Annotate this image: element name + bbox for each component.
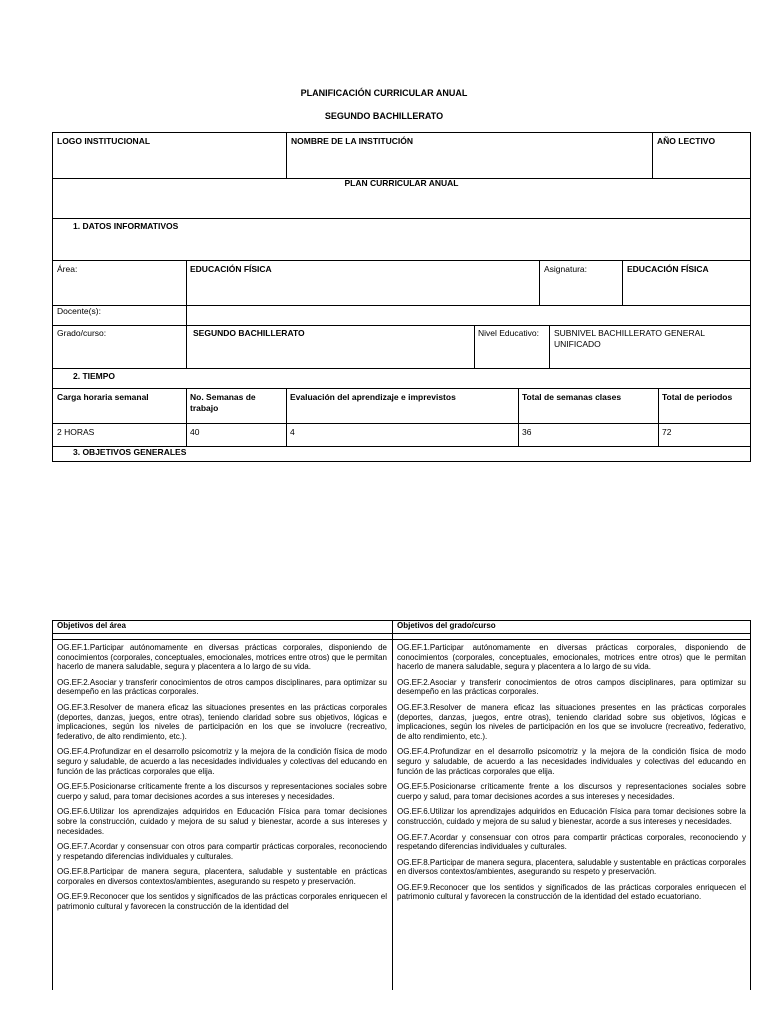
section-1-title: 1. DATOS INFORMATIVOS bbox=[73, 221, 179, 231]
document-title: PLANIFICACIÓN CURRICULAR ANUAL bbox=[300, 88, 468, 98]
grade-objective-6: OG.EF.6.Utilizar los aprendizajes adquiridos en Educación Física para tomar decisiones sobre la construcción, cuidado y mejora de su salud y bienestar, acorde a sus intereses y necesidades. bbox=[397, 807, 746, 826]
grade-objective-9: OG.EF.9.Reconocer que los sentidos y significados de las prácticas corporales enriquecen el patrimonio cultural y favorecen la construcción de la identidad del estado ecuatoriano. bbox=[397, 882, 746, 902]
objectives-grade-header: Objetivos del grado/curso bbox=[397, 621, 496, 630]
area-label: Área: bbox=[57, 264, 78, 274]
area-objective-6: OG.EF.6.Utilizar los aprendizajes adquiridos en Educación Física para tomar decisiones sobre la construcción, cuidado y mejora de su salud y bienestar, acorde a sus intereses y necesidades. bbox=[57, 807, 387, 836]
grade-objective-2: OG.EF.2.Asociar y transferir conocimientos de otros campos disciplinares, para optimizar su desempeño en las prácticas corporales. bbox=[397, 677, 746, 697]
plan-label: PLAN CURRICULAR ANUAL bbox=[344, 178, 459, 188]
area-value: EDUCACIÓN FÍSICA bbox=[190, 264, 272, 274]
time-header-weekly-hours: Carga horaria semanal bbox=[57, 392, 149, 402]
objectives-area-header: Objetivos del área bbox=[57, 621, 126, 630]
section-3-title: 3. OBJETIVOS GENERALES bbox=[73, 447, 187, 457]
time-header-periods: Total de periodos bbox=[662, 392, 733, 402]
objectives-grade-list bbox=[397, 643, 746, 989]
grade-objective-1: OG.EF.1.Participar autónomamente en diversas prácticas corporales, disponiendo de conocimientos (corporales, conceptuales, emocionales, motrices entre otros) que le permitan hacerlo de manera saludable, segura y placentera a lo largo de su vida. bbox=[397, 643, 746, 672]
area-objective-2: OG.EF.2.Asociar y transferir conocimientos de otros campos disciplinares, para optimizar su desempeño en las prácticas corporales. bbox=[57, 677, 387, 697]
grade-objective-7: OG.EF.7.Acordar y consensuar con otros para compartir prácticas corporales, reconociendo y respetando diferencias individuales y culturales. bbox=[397, 832, 746, 852]
time-value-evaluation: 4 bbox=[290, 427, 295, 437]
section-2-title: 2. TIEMPO bbox=[73, 371, 116, 381]
time-value-class-weeks: 36 bbox=[522, 427, 532, 437]
subject-value: EDUCACIÓN FÍSICA bbox=[627, 264, 709, 274]
area-objective-9: OG.EF.9.Reconocer que los sentidos y significados de las prácticas corporales enriquecen el patrimonio cultural y favorecen la construcción de la identidad del bbox=[57, 892, 387, 912]
subject-label: Asignatura: bbox=[544, 264, 587, 274]
grade-value: SEGUNDO BACHILLERATO bbox=[193, 328, 305, 338]
level-value: SUBNIVEL BACHILLERATO GENERAL UNIFICADO bbox=[554, 328, 705, 349]
time-value-work-weeks: 40 bbox=[190, 427, 200, 437]
time-header-class-weeks: Total de semanas clases bbox=[522, 392, 622, 402]
grade-objective-8: OG.EF.8.Participar de manera segura, placentera, saludable y sustentable en prácticas corporales en diversos contextos/ambientes, asegurando su respeto y preservación. bbox=[397, 857, 746, 877]
grade-objective-4: OG.EF.4.Profundizar en el desarrollo psicomotriz y la mejora de la condición física de modo seguro y saludable, de acuerdo a las necesidades individuales y colectivas del educando en función de las prácticas corporales que elija. bbox=[397, 747, 746, 776]
year-label: AÑO LECTIVO bbox=[657, 136, 716, 146]
institution-label: NOMBRE DE LA INSTITUCIÓN bbox=[291, 136, 413, 146]
grade-label: Grado/curso: bbox=[57, 328, 107, 338]
area-objective-8: OG.EF.8.Participar de manera segura, placentera, saludable y sustentable en prácticas corporales en diversos contextos/ambientes, asegurando su respeto y preservación. bbox=[57, 867, 387, 886]
document-subtitle: SEGUNDO BACHILLERATO bbox=[324, 111, 444, 121]
area-objective-3: OG.EF.3.Resolver de manera eficaz las situaciones presentes en las prácticas corporales (deportes, danzas, juegos, entre otras), teniendo claridad sobre sus objetivos, lógicas e implicaciones, según los niveles de participación en los que se involucre (recreativo, federativo, de alto rendimiento, etc.). bbox=[57, 702, 387, 741]
area-objective-4: OG.EF.4.Profundizar en el desarrollo psicomotriz y la mejora de la condición física de modo seguro y saludable, de acuerdo a las necesidades individuales y colectivas del educando en función de las prácticas corporales que elija. bbox=[57, 747, 387, 776]
area-objective-7: OG.EF.7.Acordar y consensuar con otros para compartir prácticas corporales, reconociendo y respetando diferencias individuales y culturales. bbox=[57, 842, 387, 861]
level-label: Nivel Educativo: bbox=[478, 328, 539, 338]
teacher-label: Docente(s): bbox=[57, 306, 101, 316]
time-header-work-weeks: No. Semanas de trabajo bbox=[190, 392, 256, 413]
objectives-area-list bbox=[57, 643, 387, 989]
time-value-weekly-hours: 2 HORAS bbox=[57, 427, 95, 437]
area-objective-5: OG.EF.5.Posicionarse críticamente frente a los discursos y representaciones sociales sobre cuerpo y salud, para tomar decisiones acordes a sus intereses y necesidades. bbox=[57, 782, 387, 801]
logo-label: LOGO INSTITUCIONAL bbox=[57, 136, 151, 146]
time-value-periods: 72 bbox=[662, 427, 672, 437]
area-objective-1: OG.EF.1.Participar autónomamente en diversas prácticas corporales, disponiendo de conocimientos (corporales, conceptuales, emocionales, motrices entre otros) que le permitan hacerlo de manera saludable, segura y placentera a lo largo de su vida. bbox=[57, 643, 387, 672]
grade-objective-5: OG.EF.5.Posicionarse críticamente frente a los discursos y representaciones sociales sobre cuerpo y salud, para tomar decisiones acordes a sus intereses y necesidades. bbox=[397, 782, 746, 801]
grade-objective-3: OG.EF.3.Resolver de manera eficaz las situaciones presentes en las prácticas corporales (deportes, danzas, juegos, entre otras), teniendo claridad sobre sus objetivos, lógicas e implicaciones, según los niveles de participación en los que se involucre (recreativo, federativo, de alto rendimiento, etc.). bbox=[397, 702, 746, 741]
time-header-evaluation: Evaluación del aprendizaje e imprevistos bbox=[290, 392, 456, 402]
